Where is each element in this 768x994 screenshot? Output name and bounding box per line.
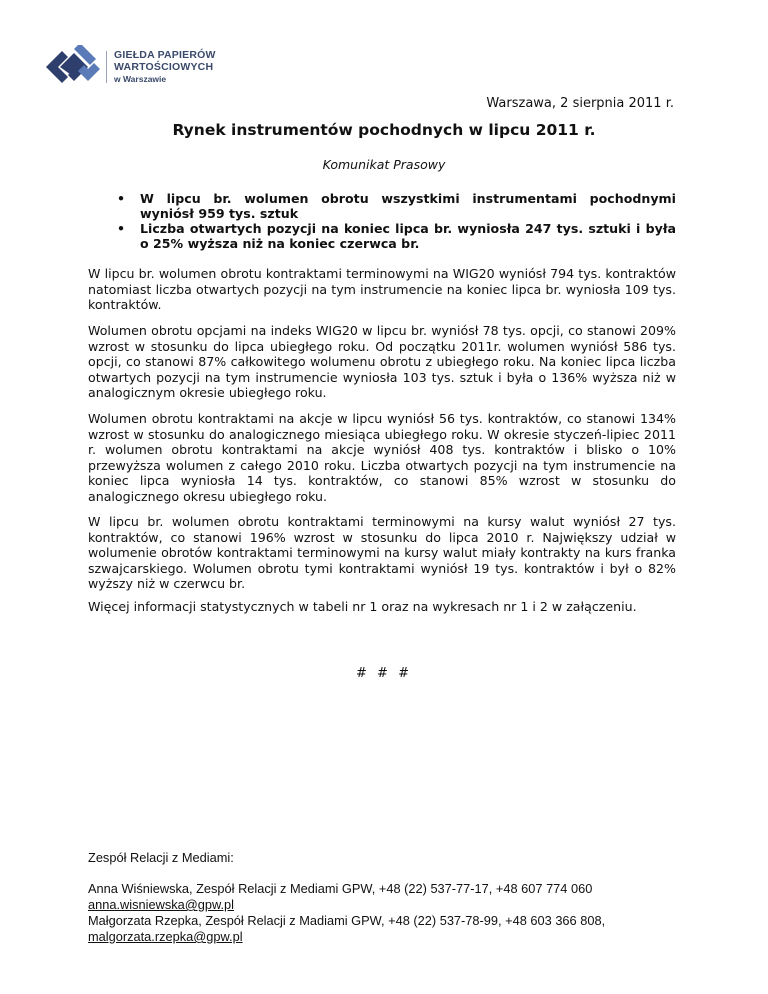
gpw-logo — [44, 45, 224, 95]
email-link-1[interactable]: anna.wisniewska@gpw.pl — [88, 897, 235, 912]
bullet-icon: • — [117, 191, 126, 206]
paragraph-wig20-futures — [88, 266, 676, 313]
document-subtitle: Komunikat Prasowy — [322, 157, 446, 172]
paragraph-currency-futures — [88, 514, 676, 592]
contact-person-1: Anna Wiśniewska, Zespół Relacji z Mediami GPW, +48 (22) 537-77-17, +48 607 774 060 — [88, 881, 593, 896]
document-date: Warszawa, 2 sierpnia 2011 r. — [486, 96, 674, 111]
paragraph-text: Wolumen obrotu kontraktami na akcje w lipcu wyniósł 56 tys. kontraktów, co stanowi 134% wzrost w stosunku do analogicznego miesiąca ubiegłego roku. W okresie styczeń-lipiec 2011 r. wolumen obrotu kontraktami na akcje wyniósł 408 tys. kontraktów i blisko o 10% przewyższa wolumen z całego 2010 roku. Liczba otwartych pozycji na tym instrumencie na koniec lipca wyniosła 14 tys. kontraktów, co stanowi 85% wzrost w stosunku do analogicznego okresu ubiegłego roku. — [88, 411, 676, 504]
paragraph-stock-futures — [88, 411, 676, 505]
document-title: Rynek instrumentów pochodnych w lipcu 2011 r. — [172, 121, 596, 139]
highlight-text: W lipcu br. wolumen obrotu wszystkimi instrumentami pochodnymi wyniósł 959 tys. sztuk — [140, 191, 676, 221]
email-link-2[interactable]: malgorzata.rzepka@gpw.pl — [88, 929, 243, 944]
logo-line-2: WARTOŚCIOWYCH — [114, 61, 214, 73]
contact-block — [88, 881, 708, 945]
paragraph-text: W lipcu br. wolumen obrotu kontraktami terminowymi na WIG20 wyniósł 794 tys. kontraktów natomiast liczba otwartych pozycji na tym instrumencie na koniec lipca br. wyniosła 109 tys. kontraktów. — [88, 266, 676, 313]
paragraph-wig20-options — [88, 323, 676, 401]
gpw-emblem-icon — [44, 45, 104, 89]
contact-heading: Zespół Relacji z Mediami: — [88, 850, 234, 865]
logo-line-3: w Warszawie — [114, 74, 167, 84]
bullet-icon: • — [117, 221, 126, 236]
paragraph-text: Więcej informacji statystycznych w tabeli nr 1 oraz na wykresach nr 1 i 2 w załączeniu. — [88, 599, 637, 614]
logo-line-1: GIEŁDA PAPIERÓW — [114, 49, 216, 61]
highlights-list — [88, 191, 676, 251]
logo-wordmark — [114, 49, 216, 85]
highlight-item — [88, 221, 676, 251]
highlight-item — [88, 191, 676, 221]
paragraph-text: Wolumen obrotu opcjami na indeks WIG20 w lipcu br. wyniósł 78 tys. opcji, co stanowi 209% wzrost w stosunku do lipca ubiegłego roku. Od początku 2011r. wolumen wyniósł 586 tys. opcji, co stanowi 87% całkowitego wolumenu obrotu z ubiegłego roku. Na koniec lipca liczba otwartych pozycji na tym instrumencie wyniosła 103 tys. sztuk i była o 136% wyższa niż w analogicznym okresie ubiegłego roku. — [88, 323, 676, 401]
contact-person-2: Małgorzata Rzepka, Zespół Relacji z Madiami GPW, +48 (22) 537-78-99, +48 603 366 808, — [88, 913, 606, 928]
paragraph-text: W lipcu br. wolumen obrotu kontraktami terminowymi na kursy walut wyniósł 27 tys. kontraktów, co stanowi 196% wzrost w stosunku do lipca 2010 r. Największy udział w wolumenie obrotów kontraktami terminowymi na kursy walut miały kontrakty na kurs franka szwajcarskiego. Wolumen obrotu tymi kontraktami wyniósł 19 tys. kontraktów i był o 82% wyższy niż w czerwcu br. — [88, 514, 676, 592]
paragraph-more-info — [88, 599, 676, 615]
highlight-text: Liczba otwartych pozycji na koniec lipca br. wyniosła 247 tys. sztuki i była o 25% wyższa niż na koniec czerwca br. — [140, 221, 676, 251]
logo-separator — [106, 51, 107, 83]
section-separator: # # # — [356, 666, 412, 681]
